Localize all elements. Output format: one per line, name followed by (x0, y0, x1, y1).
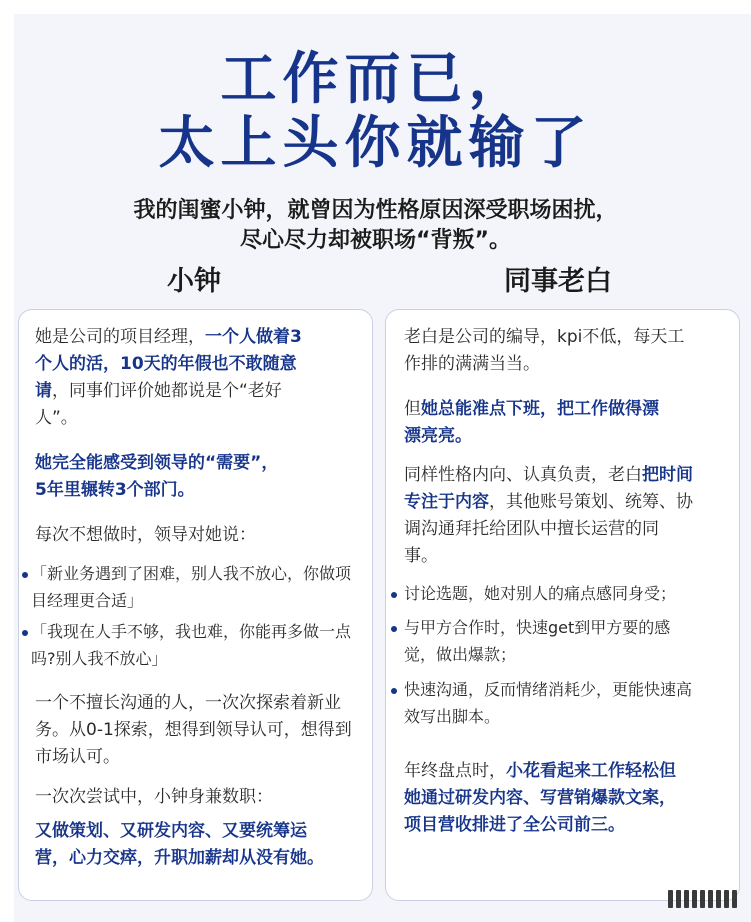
main-title-line-2: 太上头你就输了 (158, 111, 593, 176)
left-p4-line1: 一个不擅长沟通的人，一次次探索着新业 (35, 693, 341, 713)
right-p3-line2: 专注于内容，其他账号策划、统筹、协 (404, 492, 693, 512)
right-bullet3-line1: 快速沟通，反而情绪消耗少，更能快速高 (404, 680, 693, 699)
left-p4-line3: 市场认可。 (35, 747, 120, 767)
intro-line-2: 尽心尽力却被职场“背叛”。 (240, 228, 511, 253)
right-bullet2-line2: 觉，做出爆款； (404, 645, 517, 664)
left-quote1-line1: 「新业务遇到了困难，别人我不放心，你做项 (31, 564, 352, 583)
left-p1-line1: 她是公司的项目经理，一个人做着3 (35, 327, 302, 347)
right-p3-line4: 事。 (404, 546, 438, 566)
right-p3-line3: 调沟通拜托给团队中擅长运营的同 (404, 519, 659, 539)
right-p4-line1: 年终盘点时，小花看起来工作轻松但 (404, 761, 676, 781)
right-column-heading: 同事老白 (504, 266, 612, 297)
right-p4-line2: 她通过研发内容、写营销爆款文案， (404, 788, 676, 808)
bullet-icon (391, 688, 397, 694)
left-p3-line1: 每次不想做时，领导对她说： (35, 525, 256, 545)
left-p1-line3: 请，同事们评价她都说是个“老好 (35, 381, 282, 401)
right-bullet1: 讨论选题，她对别人的痛点感同身受； (404, 584, 677, 603)
left-column-heading: 小钟 (167, 266, 221, 297)
bullet-icon (22, 630, 28, 636)
right-card (385, 309, 740, 901)
left-p4-line2: 务。从0-1探索，想得到领导认可，想得到 (35, 720, 352, 740)
left-quote2-line1: 「我现在人手不够，我也难，你能再多做一点 (31, 622, 352, 641)
bullet-icon (22, 572, 28, 578)
right-p4-line3: 项目营收排进了全公司前三。 (404, 815, 625, 835)
left-p1-line2: 个人的活，10天的年假也不敢随意 (35, 354, 297, 374)
left-p5-line1: 一次次尝试中，小钟身兼数职： (35, 787, 273, 807)
left-p2-line2: 5年里辗转3个部门。 (35, 480, 195, 500)
right-p3-line1: 同样性格内向、认真负责，老白把时间 (404, 465, 693, 485)
left-p2-line1: 她完全能感受到领导的“需要”， (35, 453, 279, 473)
right-p2-line2: 漂亮亮。 (404, 426, 472, 446)
watermark-icon (668, 890, 737, 908)
bullet-icon (391, 626, 397, 632)
bullet-icon (391, 592, 397, 598)
right-p2-line1: 但她总能准点下班，把工作做得漂 (404, 399, 659, 419)
left-quote1-line2: 目经理更合适」 (31, 591, 144, 610)
left-card (18, 309, 373, 901)
left-p5-line2: 又做策划、又研发内容、又要统筹运 (35, 821, 307, 841)
right-bullet3-line2: 效写出脚本。 (404, 707, 501, 726)
main-title-line-1: 工作而已， (220, 47, 531, 112)
right-bullet2-line1: 与甲方合作时，快速get到甲方要的感 (404, 618, 671, 637)
right-p1-line2: 作排的满满当当。 (404, 354, 540, 374)
intro-line-1: 我的闺蜜小钟，就曾因为性格原因深受职场困扰， (133, 198, 618, 223)
left-p1-line4: 人”。 (35, 408, 78, 428)
left-p5-line3: 营，心力交瘁，升职加薪却从没有她。 (35, 848, 324, 868)
right-p1-line1: 老白是公司的编导，kpi不低，每天工 (404, 327, 685, 347)
top-margin (0, 0, 751, 14)
left-quote2-line2: 吗?别人我不放心」 (31, 649, 168, 668)
